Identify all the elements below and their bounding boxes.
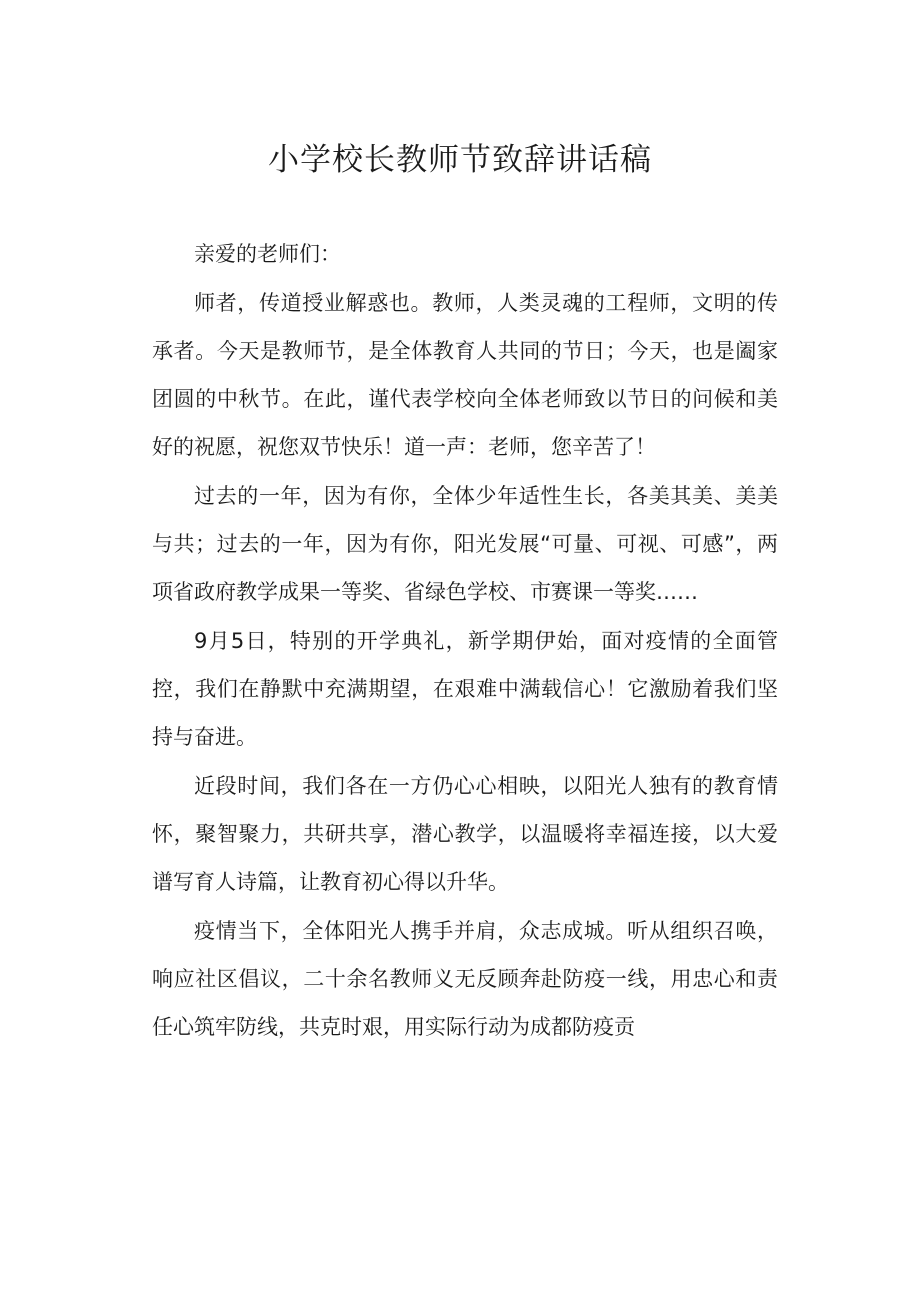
document-body: [152, 230, 778, 1051]
body-paragraph: 疫情当下，全体阳光人携手并肩，众志成城。听从组织召唤，响应社区倡议，二十余名教师义无反顾奔赴防疫一线，用忠心和责任心筑牢防线，共克时艰，用实际行动为成都防疫贡: [152, 919, 778, 1039]
document-title: 小学校长教师节致辞讲话稿: [268, 142, 652, 178]
salutation: 亲爱的老师们：: [194, 242, 341, 266]
body-paragraph: 近段时间，我们各在一方仍心心相映，以阳光人独有的教育情怀，聚智聚力，共研共享，潜心教学，以温暖将幸福连接，以大爱谱写育人诗篇，让教育初心得以升华。: [152, 774, 778, 894]
body-paragraph: 9月5日，特别的开学典礼，新学期伊始，面对疫情的全面管控，我们在静默中充满期望，在艰难中满载信心！它激励着我们坚持与奋进。: [152, 629, 778, 749]
body-paragraph: 师者，传道授业解惑也。教师，人类灵魂的工程师，文明的传承者。今天是教师节，是全体教育人共同的节日；今天，也是阖家团圆的中秋节。在此，谨代表学校向全体老师致以节日的问候和美好的祝愿，祝您双节快乐！道一声：老师，您辛苦了！: [152, 291, 778, 459]
body-paragraph: 过去的一年，因为有你，全体少年适性生长，各美其美、美美与共；过去的一年，因为有你，阳光发展“可量、可视、可感”，两项省政府教学成果一等奖、省绿色学校、市赛课一等奖……: [152, 484, 778, 604]
